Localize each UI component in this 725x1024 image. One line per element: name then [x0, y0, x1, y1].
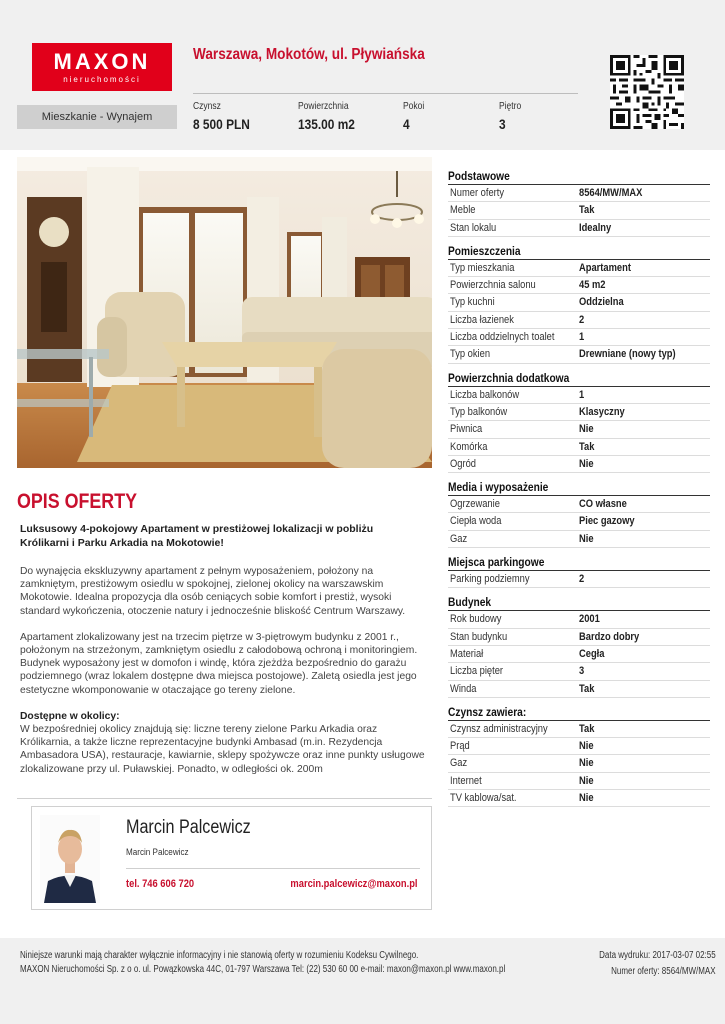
detail-value: Idealny [579, 221, 612, 234]
detail-value: 2 [579, 313, 585, 326]
detail-key: Winda [450, 682, 477, 695]
detail-value: Bardzo dobry [579, 630, 640, 643]
logo-wordmark: MAXON [53, 49, 151, 74]
section-title [448, 594, 710, 611]
detail-key: Powierzchnia salonu [450, 279, 536, 292]
detail-row [448, 404, 710, 421]
detail-key: Ciepła woda [450, 515, 502, 528]
section-rent-includes [448, 704, 710, 807]
detail-value: Tak [579, 722, 595, 735]
detail-value: Nie [579, 757, 594, 770]
detail-row [448, 312, 710, 329]
stat-value: 135.00 m2 [298, 116, 355, 132]
detail-row [448, 220, 710, 237]
detail-key: Ogród [450, 457, 476, 470]
footer-print-date: Data wydruku: 2017-03-07 02:55 [599, 950, 716, 961]
section-basic [448, 168, 710, 237]
detail-row [448, 681, 710, 698]
detail-value: Klasyczny [579, 405, 625, 418]
detail-value: Apartament [579, 261, 631, 274]
detail-row [448, 294, 710, 311]
stat-value: 8 500 PLN [193, 116, 250, 132]
footer-offer-number: Numer oferty: 8564/MW/MAX [611, 966, 716, 977]
section-title-text: Pomieszczenia [448, 243, 521, 258]
detail-row [448, 513, 710, 530]
stat-label: Piętro [499, 101, 522, 112]
stat-floor [499, 101, 525, 132]
footer-company-info: MAXON Nieruchomości Sp. z o o. ul. Powązkowska 44C, 01-797 Warszawa Tel: (22) 530 60 00 e-mail: maxon@maxon.pl www.maxon.pl [20, 964, 506, 975]
detail-key: Liczba łazienek [450, 313, 514, 326]
detail-row [448, 721, 710, 738]
detail-row [448, 773, 710, 790]
detail-row [448, 202, 710, 219]
detail-key: Liczba pięter [450, 665, 504, 678]
detail-row [448, 329, 710, 346]
detail-key: Gaz [450, 757, 468, 770]
detail-key: Rok budowy [450, 613, 502, 626]
description-divider [17, 798, 432, 799]
detail-value: 1 [579, 331, 585, 344]
detail-value: 1 [579, 388, 585, 401]
detail-row [448, 496, 710, 513]
detail-value: Nie [579, 457, 594, 470]
detail-key: Stan budynku [450, 630, 508, 643]
description-paragraph: Apartament zlokalizowany jest na trzecim piętrze w 3-piętrowym budynku z 2001 r., położonym na strzeżonym, zamkniętym osiedlu z całodobową ochroną i monitoringiem. Budynek wyposażony jest w domofon i windę, która zjeżdża bezpośrednio do garażu podziemnego (wraz lokalem dostępne dwa miejsca postojowe). Zaletą osiedla jest jego estetyczne wkomponowanie w otaczające go tereny zielone. [20, 631, 418, 696]
agent-avatar [40, 815, 100, 903]
stat-area [298, 101, 365, 132]
section-title-text: Budynek [448, 595, 492, 610]
description-lead: Luksusowy 4-pokojowy Apartament w prestiżowej lokalizacji w pobliżu Królikarni i Parku Arkadia na Mokotowie! [20, 523, 374, 549]
detail-value: 45 m2 [579, 279, 606, 292]
detail-row [448, 277, 710, 294]
detail-key: Numer oferty [450, 187, 505, 199]
detail-row [448, 790, 710, 807]
detail-value: 2 [579, 573, 585, 586]
detail-key: Liczba oddzielnych toalet [450, 331, 555, 344]
detail-key: Typ okien [450, 348, 491, 361]
detail-value: Oddzielna [579, 296, 624, 309]
detail-row [448, 260, 710, 277]
offer-address: Warszawa, Mokotów, ul. Pływiańska [193, 46, 425, 63]
section-title [448, 479, 710, 496]
detail-row [448, 421, 710, 438]
detail-value: Cegła [579, 647, 605, 660]
detail-key: Typ kuchni [450, 296, 495, 309]
detail-row [448, 629, 710, 646]
nearby-heading: Dostępne w okolicy: [20, 710, 120, 722]
detail-row [448, 611, 710, 628]
detail-key: Internet [450, 774, 482, 787]
stat-value: 3 [499, 116, 506, 132]
description-title: OPIS OFERTY [17, 490, 138, 513]
detail-value: Nie [579, 740, 594, 753]
section-title-text: Media i wyposażenie [448, 480, 549, 495]
detail-row [448, 571, 710, 588]
detail-key: Materiał [450, 647, 484, 660]
detail-value: 8564/MW/MAX [579, 187, 643, 199]
section-title [448, 704, 710, 721]
detail-value: Tak [579, 682, 595, 695]
offer-type-badge: Mieszkanie - Wynajem [17, 105, 177, 129]
agent-divider [126, 868, 420, 869]
detail-row [448, 456, 710, 473]
detail-key: Gaz [450, 532, 468, 545]
detail-value: Tak [579, 204, 595, 217]
stat-label: Powierzchnia [298, 101, 349, 112]
detail-value: Nie [579, 423, 594, 436]
maxon-logo[interactable] [32, 43, 172, 91]
detail-row [448, 439, 710, 456]
detail-value: Tak [579, 440, 595, 453]
detail-key: TV kablowa/sat. [450, 792, 517, 805]
footer-disclaimer: Niniejsze warunki mają charakter wyłącznie informacyjny i nie stanowią oferty w rozumieniu Kodeksu Cywilnego. [20, 950, 419, 961]
detail-key: Komórka [450, 440, 488, 453]
agent-email-link[interactable]: marcin.palcewicz@maxon.pl [289, 878, 417, 890]
agent-phone-link[interactable]: tel. 746 606 720 [126, 878, 195, 890]
detail-key: Stan lokalu [450, 221, 497, 234]
detail-value: Piec gazowy [579, 515, 635, 528]
description-paragraph: W bezpośredniej okolicy znajdują się: liczne tereny zielone Parku Arkadia oraz Królikarnia, a także liczne reprezentacyjne budynki Ambasad (m.in. Rezydencja Ambasadora USA), restauracje, kawiarnie, sklepy spożywcze oraz inne punkty usługowe zlokalizowane przy ul. Puławskiej. Ponadto, w odległości ok. 200m [20, 724, 425, 775]
detail-row [448, 387, 710, 404]
detail-row [448, 185, 710, 202]
detail-value: 3 [579, 665, 585, 678]
qr-code-icon[interactable] [610, 55, 684, 129]
section-building [448, 594, 710, 697]
detail-value: Nie [579, 532, 594, 545]
detail-key: Typ mieszkania [450, 261, 515, 274]
section-title-text: Powierzchnia dodatkowa [448, 370, 570, 385]
agent-name: Marcin Palcewicz [126, 817, 251, 838]
stat-value: 4 [403, 116, 410, 132]
detail-value: Nie [579, 774, 594, 787]
detail-row [448, 738, 710, 755]
detail-key: Parking podziemny [450, 573, 530, 586]
section-title-text: Podstawowe [448, 169, 510, 183]
detail-value: 2001 [579, 613, 600, 626]
detail-key: Prąd [450, 740, 470, 753]
stat-label: Pokoi [403, 101, 425, 112]
property-details [448, 168, 710, 813]
detail-row [448, 663, 710, 680]
agent-subname: Marcin Palcewicz [126, 847, 189, 857]
detail-row [448, 346, 710, 363]
detail-value: Drewniane (nowy typ) [579, 348, 676, 361]
detail-key: Typ balkonów [450, 405, 508, 418]
section-rooms [448, 243, 710, 364]
stat-rent [193, 101, 260, 132]
section-parking [448, 554, 710, 588]
section-title-text: Miejsca parkingowe [448, 555, 545, 570]
detail-value: CO własne [579, 498, 627, 511]
stat-rooms [403, 101, 428, 132]
section-title [448, 168, 710, 185]
section-title-text: Czynsz zawiera: [448, 704, 527, 719]
detail-key: Meble [450, 204, 476, 217]
section-title [448, 243, 710, 260]
detail-row [448, 755, 710, 772]
detail-key: Liczba balkonów [450, 388, 520, 401]
logo-tagline: nieruchomości [63, 75, 141, 84]
section-title [448, 370, 710, 387]
stat-label: Czynsz [193, 101, 221, 112]
property-photo[interactable] [17, 157, 432, 468]
detail-row [448, 646, 710, 663]
description-body [20, 565, 430, 798]
description-paragraph: Do wynajęcia ekskluzywny apartament z pełnym wyposażeniem, położony na zamkniętym, prestiżowym osiedlu w spokojnej, zielonej okolicy na warszawskim Mokotowie. Idealna propozycja dla osób ceniących sobie komfort i prestiż, wysoki standard wykończenia, otoczenie natury i jednocześnie bliskość Centrum Warszawy. [20, 566, 406, 617]
detail-key: Piwnica [450, 423, 483, 436]
section-extra-area [448, 370, 710, 473]
detail-key: Ogrzewanie [450, 498, 500, 511]
section-title [448, 554, 710, 571]
detail-key: Czynsz administracyjny [450, 722, 548, 735]
detail-row [448, 531, 710, 548]
detail-value: Nie [579, 792, 594, 805]
section-media [448, 479, 710, 548]
address-divider [193, 93, 578, 94]
